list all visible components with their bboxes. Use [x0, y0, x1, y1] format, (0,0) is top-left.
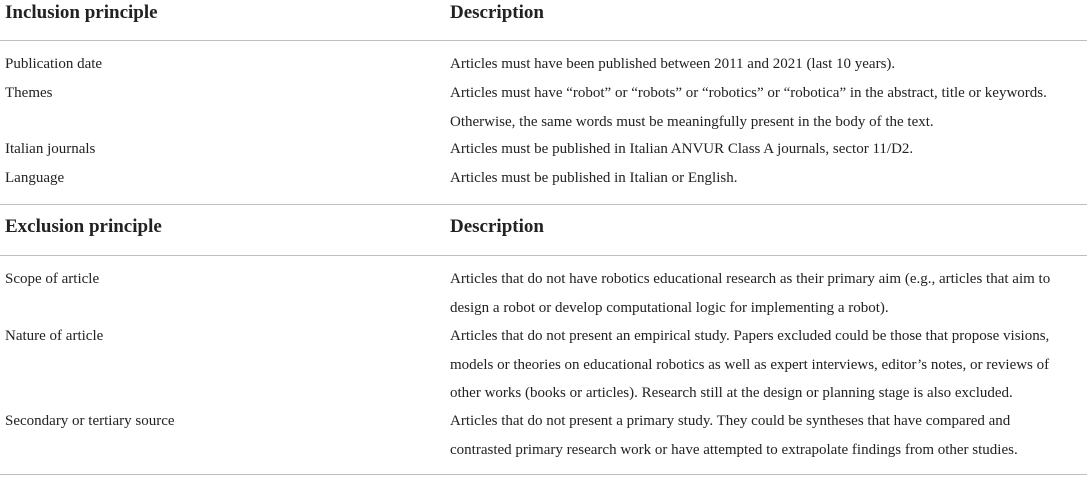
- description-cell: [450, 50, 1090, 79]
- description-line: Articles that do not present an empirical study. Papers excluded could be those that propose visions,: [450, 328, 1050, 344]
- description-cell: [450, 164, 1090, 193]
- description-line: Otherwise, the same words must be meaningfully present in the body of the text.: [450, 113, 934, 130]
- table-bottom-rule: [0, 474, 1087, 475]
- inclusion-principle-header: Inclusion principle: [5, 2, 158, 23]
- principle-cell: Publication date: [5, 56, 103, 72]
- description-cell: [450, 322, 1090, 408]
- description-cell: [450, 407, 1090, 464]
- section-divider: [0, 204, 1087, 205]
- description-line: Articles that do not present a primary study. They could be syntheses that have compared and: [450, 413, 1011, 429]
- principle-cell: Italian journals: [5, 141, 96, 157]
- exclusion-principle-header: Exclusion principle: [5, 216, 162, 237]
- inclusion-header-row: [0, 0, 1091, 36]
- description-cell: [450, 79, 1090, 136]
- principle-cell: Scope of article: [5, 271, 100, 287]
- principle-cell: Themes: [5, 85, 53, 101]
- principle-cell: Language: [5, 170, 65, 186]
- description-line: design a robot or develop computational logic for implementing a robot).: [450, 299, 889, 316]
- description-line: Articles must have been published between 2011 and 2021 (last 10 years).: [450, 56, 896, 72]
- description-line: Articles that do not have robotics educational research as their primary aim (e.g., articles that aim to: [450, 271, 1051, 287]
- description-cell: [450, 135, 1090, 164]
- description-line: Articles must be published in Italian ANVUR Class A journals, sector 11/D2.: [450, 141, 914, 157]
- description-line: other works (books or articles). Research still at the design or planning stage is also excluded.: [450, 385, 1013, 401]
- principle-cell: Secondary or tertiary source: [5, 413, 175, 429]
- exclusion-description-header: Description: [450, 216, 544, 237]
- description-cell: [450, 265, 1090, 322]
- description-line: Articles must be published in Italian or English.: [450, 170, 738, 186]
- inclusion-header-divider: [0, 40, 1087, 41]
- description-line: contrasted primary research work or have attempted to extrapolate findings from other studies.: [450, 441, 1018, 458]
- description-line: models or theories on educational robotics as well as expert interviews, editor’s notes, or reviews of: [450, 356, 1050, 373]
- exclusion-header-divider: [0, 255, 1087, 256]
- inclusion-description-header: Description: [450, 2, 544, 23]
- principle-cell: Nature of article: [5, 328, 104, 344]
- exclusion-header-row: [0, 214, 1091, 250]
- description-line: Articles must have “robot” or “robots” or “robotics” or “robotica” in the abstract, title or keywords.: [450, 85, 1047, 101]
